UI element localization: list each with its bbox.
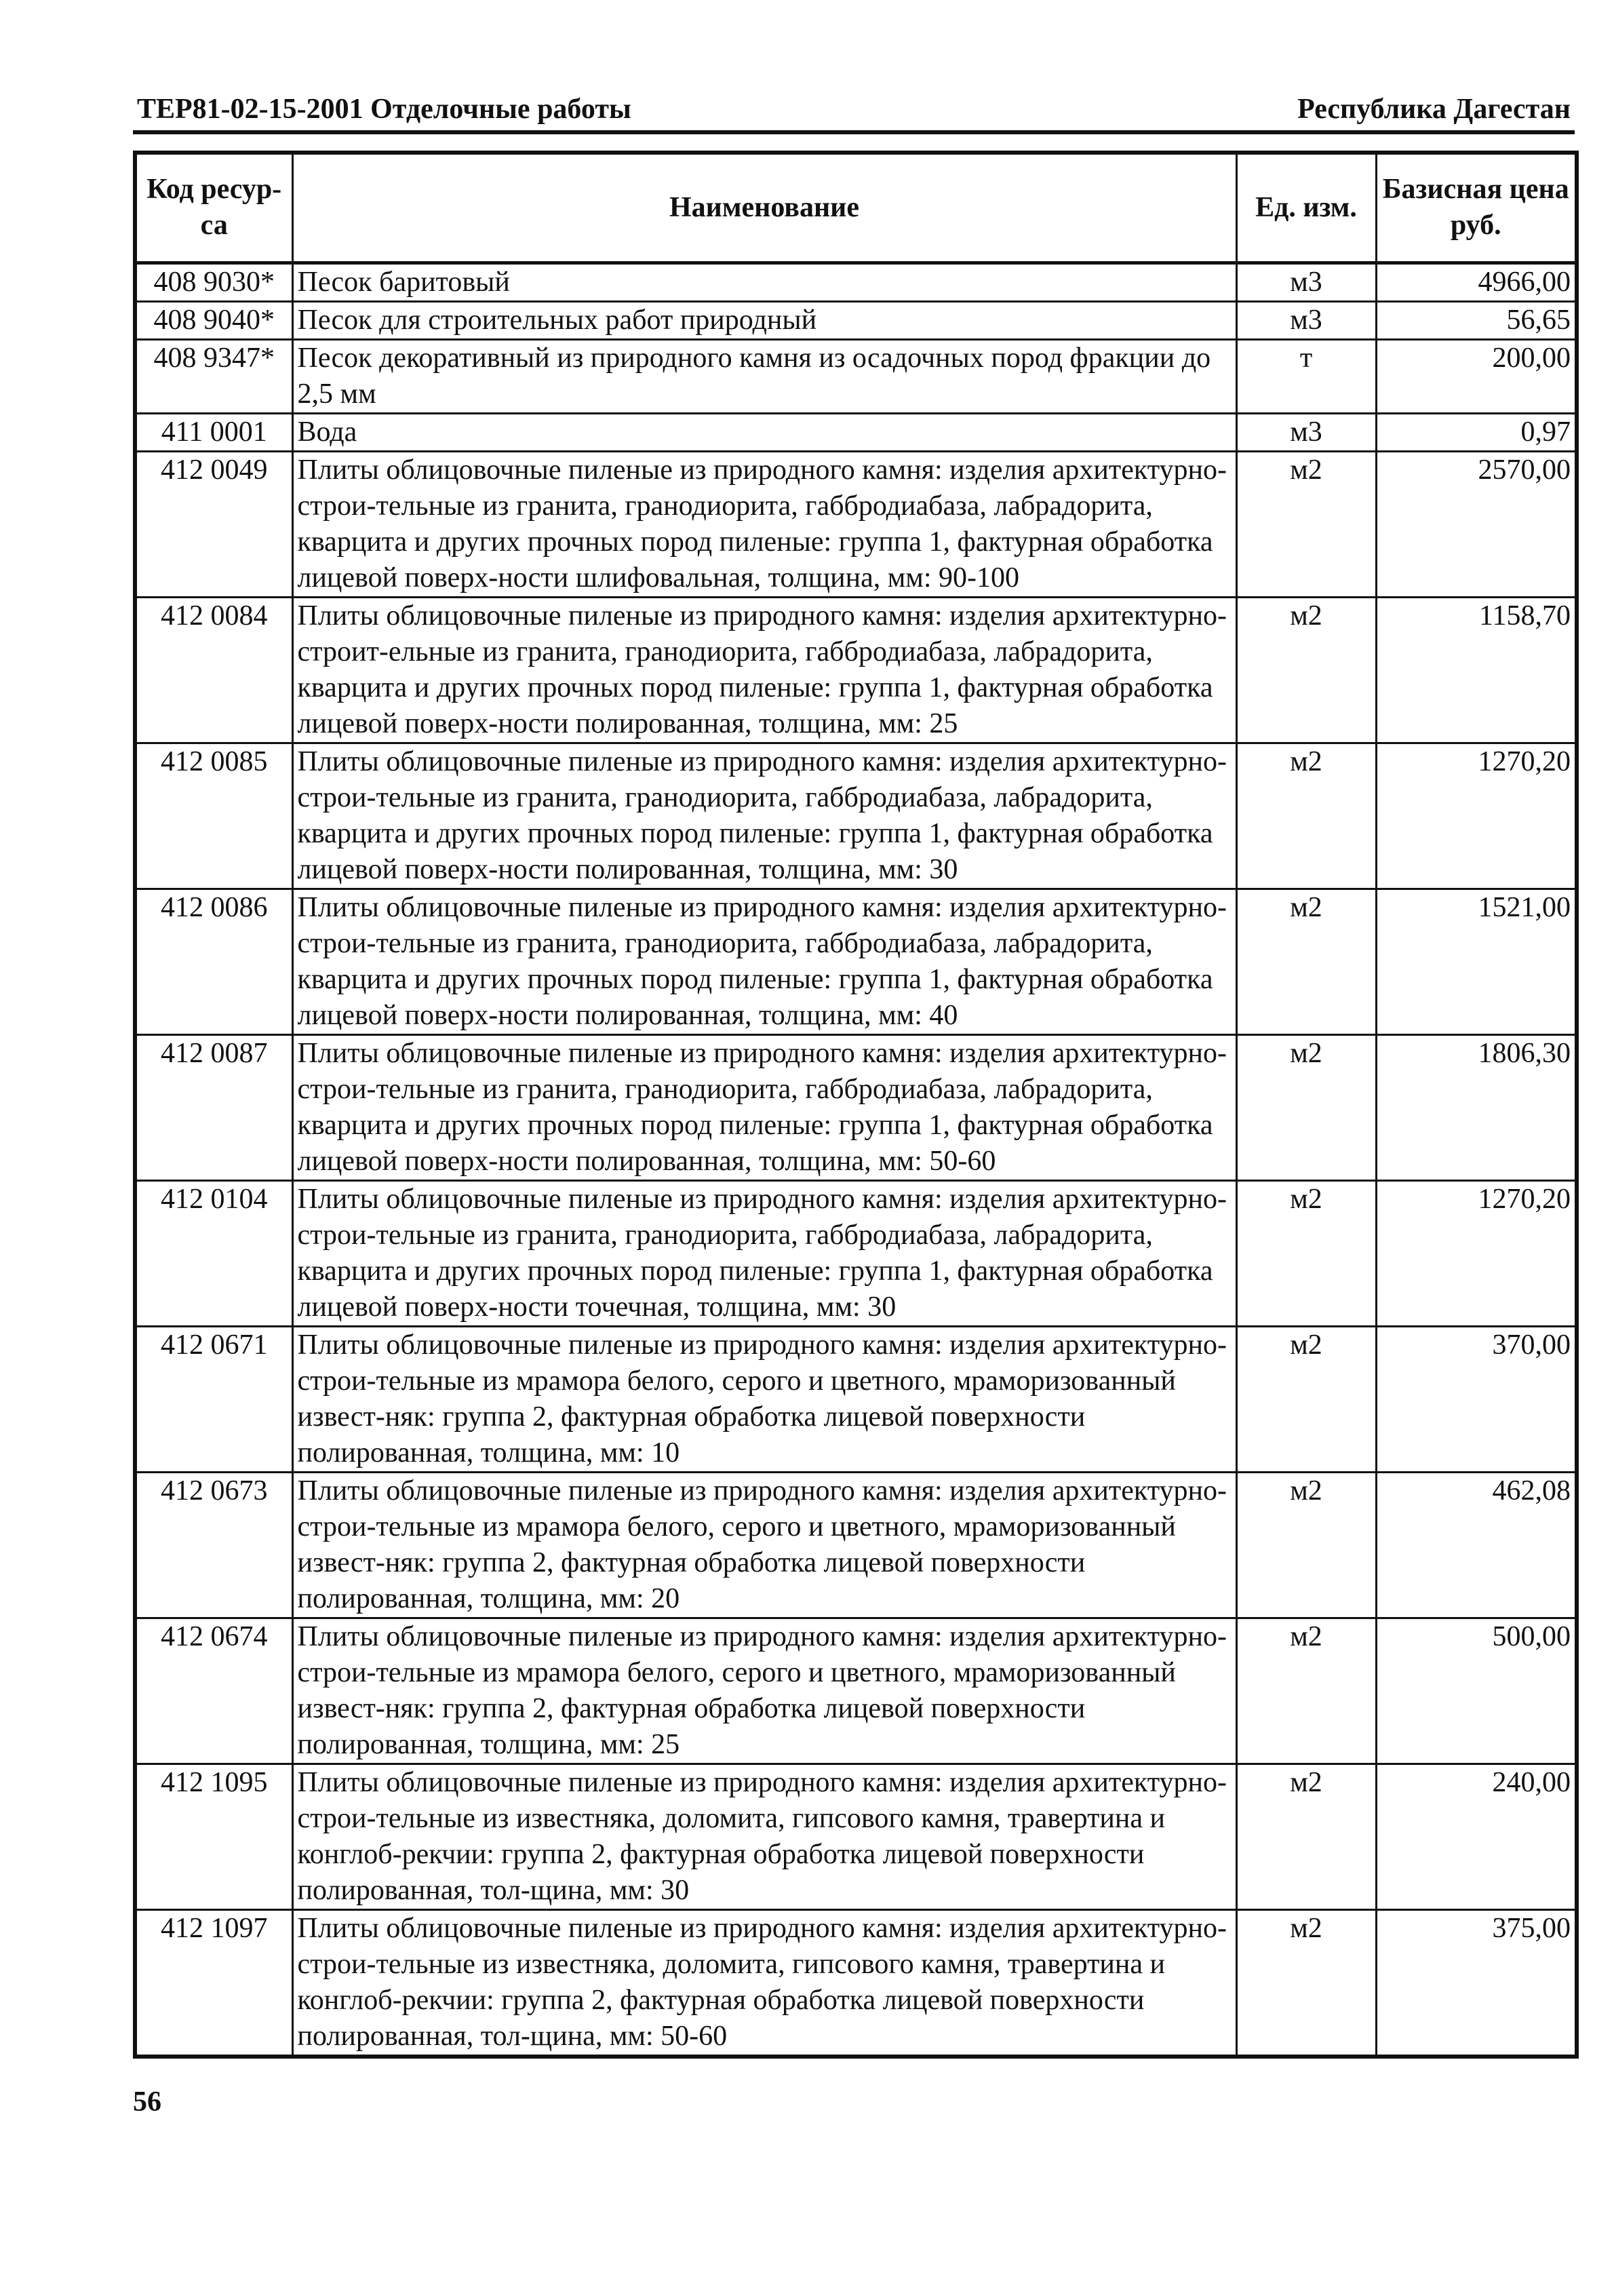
resource-unit: м3: [1236, 413, 1376, 451]
table-row: [135, 301, 1577, 339]
resource-unit: м2: [1236, 1180, 1376, 1326]
resource-price: 0,97: [1376, 413, 1577, 451]
resource-price: 1158,70: [1376, 597, 1577, 743]
resource-unit: м3: [1236, 262, 1376, 301]
table-row: [135, 1472, 1577, 1618]
resource-price: 1270,20: [1376, 1180, 1577, 1326]
resource-code: 412 0049: [135, 451, 292, 597]
table-row: [135, 889, 1577, 1034]
region-name: Республика Дагестан: [1297, 94, 1571, 125]
table-row: [135, 1618, 1577, 1764]
table-row: [135, 597, 1577, 743]
resource-unit: м2: [1236, 1472, 1376, 1618]
resource-price: 4966,00: [1376, 262, 1577, 301]
resource-price: 200,00: [1376, 339, 1577, 413]
table-row: [135, 1180, 1577, 1326]
page-header: [133, 80, 1575, 134]
resource-code: 412 0674: [135, 1618, 292, 1764]
resource-price: 1521,00: [1376, 889, 1577, 1034]
resource-unit: м2: [1236, 1764, 1376, 1909]
resource-price: 1806,30: [1376, 1034, 1577, 1180]
resource-unit: м2: [1236, 1909, 1376, 2057]
resource-code: 411 0001: [135, 413, 292, 451]
table-header-row: [135, 153, 1577, 262]
column-header-code: Код ресур-са: [135, 153, 292, 262]
page-number: 56: [133, 2086, 161, 2118]
table-row: [135, 743, 1577, 889]
resource-unit: м2: [1236, 451, 1376, 597]
resource-table: [133, 151, 1579, 2059]
column-header-name: Наименование: [292, 153, 1236, 262]
resource-price: 1270,20: [1376, 743, 1577, 889]
table-row: [135, 1326, 1577, 1472]
resource-code: 408 9040*: [135, 301, 292, 339]
resource-price: 500,00: [1376, 1618, 1577, 1764]
resource-unit: м2: [1236, 1618, 1376, 1764]
resource-code: 412 0084: [135, 597, 292, 743]
table-row: [135, 451, 1577, 597]
resource-code: 408 9347*: [135, 339, 292, 413]
resource-name: Плиты облицовочные пиленые из природного камня: изделия архитектурно-строит-ельные из гранита, гранодиорита, габбродиабаза, лабрадорита, кварцита и других прочных пород пиленые: группа 1, фактурная обработка лицевой поверх-ности полированная, толщина, мм: 25: [292, 597, 1236, 743]
resource-code: 412 0104: [135, 1180, 292, 1326]
resource-name: Плиты облицовочные пиленые из природного камня: изделия архитектурно-строи-тельные из мрамора белого, серого и цветного, мраморизованный извест-няк: группа 2, фактурная обработка лицевой поверхности полированная, толщина, мм: 25: [292, 1618, 1236, 1764]
resource-name: Плиты облицовочные пиленые из природного камня: изделия архитектурно-строи-тельные из известняка, доломита, гипсового камня, травертина и конглоб-рекчии: группа 2, фактурная обработка лицевой поверхности полированная, тол-щина, мм: 30: [292, 1764, 1236, 1909]
resource-name: Плиты облицовочные пиленые из природного камня: изделия архитектурно-строи-тельные из мрамора белого, серого и цветного, мраморизованный извест-няк: группа 2, фактурная обработка лицевой поверхности полированная, толщина, мм: 20: [292, 1472, 1236, 1618]
resource-unit: м2: [1236, 889, 1376, 1034]
resource-name: Плиты облицовочные пиленые из природного камня: изделия архитектурно-строи-тельные из гранита, гранодиорита, габбродиабаза, лабрадорита, кварцита и других прочных пород пиленые: группа 1, фактурная обработка лицевой поверх-ности полированная, толщина, мм: 30: [292, 743, 1236, 889]
document-title: ТЕР81-02-15-2001 Отделочные работы: [137, 94, 631, 125]
resource-unit: м3: [1236, 301, 1376, 339]
resource-name: Песок для строительных работ природный: [292, 301, 1236, 339]
resource-name: Плиты облицовочные пиленые из природного камня: изделия архитектурно-строи-тельные из гранита, гранодиорита, габбродиабаза, лабрадорита, кварцита и других прочных пород пиленые: группа 1, фактурная обработка лицевой поверх-ности точечная, толщина, мм: 30: [292, 1180, 1236, 1326]
table-row: [135, 413, 1577, 451]
resource-name: Плиты облицовочные пиленые из природного камня: изделия архитектурно-строи-тельные из гранита, гранодиорита, габбродиабаза, лабрадорита, кварцита и других прочных пород пиленые: группа 1, фактурная обработка лицевой поверх-ности шлифовальная, толщина, мм: 90-100: [292, 451, 1236, 597]
resource-price: 462,08: [1376, 1472, 1577, 1618]
column-header-price: Базисная цена руб.: [1376, 153, 1577, 262]
resource-unit: м2: [1236, 1034, 1376, 1180]
table-row: [135, 1764, 1577, 1909]
resource-unit: м2: [1236, 743, 1376, 889]
resource-name: Песок декоративный из природного камня из осадочных пород фракции до 2,5 мм: [292, 339, 1236, 413]
resource-unit: м2: [1236, 1326, 1376, 1472]
resource-name: Плиты облицовочные пиленые из природного камня: изделия архитектурно-строи-тельные из гранита, гранодиорита, габбродиабаза, лабрадорита, кварцита и других прочных пород пиленые: группа 1, фактурная обработка лицевой поверх-ности полированная, толщина, мм: 40: [292, 889, 1236, 1034]
table-row: [135, 339, 1577, 413]
resource-name: Плиты облицовочные пиленые из природного камня: изделия архитектурно-строи-тельные из мрамора белого, серого и цветного, мраморизованный извест-няк: группа 2, фактурная обработка лицевой поверхности полированная, толщина, мм: 10: [292, 1326, 1236, 1472]
resource-price: 56,65: [1376, 301, 1577, 339]
table-row: [135, 262, 1577, 301]
resource-price: 240,00: [1376, 1764, 1577, 1909]
column-header-unit: Ед. изм.: [1236, 153, 1376, 262]
resource-unit: т: [1236, 339, 1376, 413]
resource-name: Плиты облицовочные пиленые из природного камня: изделия архитектурно-строи-тельные из известняка, доломита, гипсового камня, травертина и конглоб-рекчии: группа 2, фактурная обработка лицевой поверхности полированная, тол-щина, мм: 50-60: [292, 1909, 1236, 2057]
resource-name: Плиты облицовочные пиленые из природного камня: изделия архитектурно-строи-тельные из гранита, гранодиорита, габбродиабаза, лабрадорита, кварцита и других прочных пород пиленые: группа 1, фактурная обработка лицевой поверх-ности полированная, толщина, мм: 50-60: [292, 1034, 1236, 1180]
resource-price: 370,00: [1376, 1326, 1577, 1472]
resource-code: 412 0086: [135, 889, 292, 1034]
resource-name: Песок баритовый: [292, 262, 1236, 301]
resource-unit: м2: [1236, 597, 1376, 743]
resource-code: 412 1095: [135, 1764, 292, 1909]
resource-name: Вода: [292, 413, 1236, 451]
resource-code: 412 0085: [135, 743, 292, 889]
resource-code: 412 0671: [135, 1326, 292, 1472]
resource-code: 412 1097: [135, 1909, 292, 2057]
table-row: [135, 1909, 1577, 2057]
resource-code: 408 9030*: [135, 262, 292, 301]
resource-code: 412 0673: [135, 1472, 292, 1618]
table-row: [135, 1034, 1577, 1180]
resource-code: 412 0087: [135, 1034, 292, 1180]
resource-price: 2570,00: [1376, 451, 1577, 597]
resource-price: 375,00: [1376, 1909, 1577, 2057]
